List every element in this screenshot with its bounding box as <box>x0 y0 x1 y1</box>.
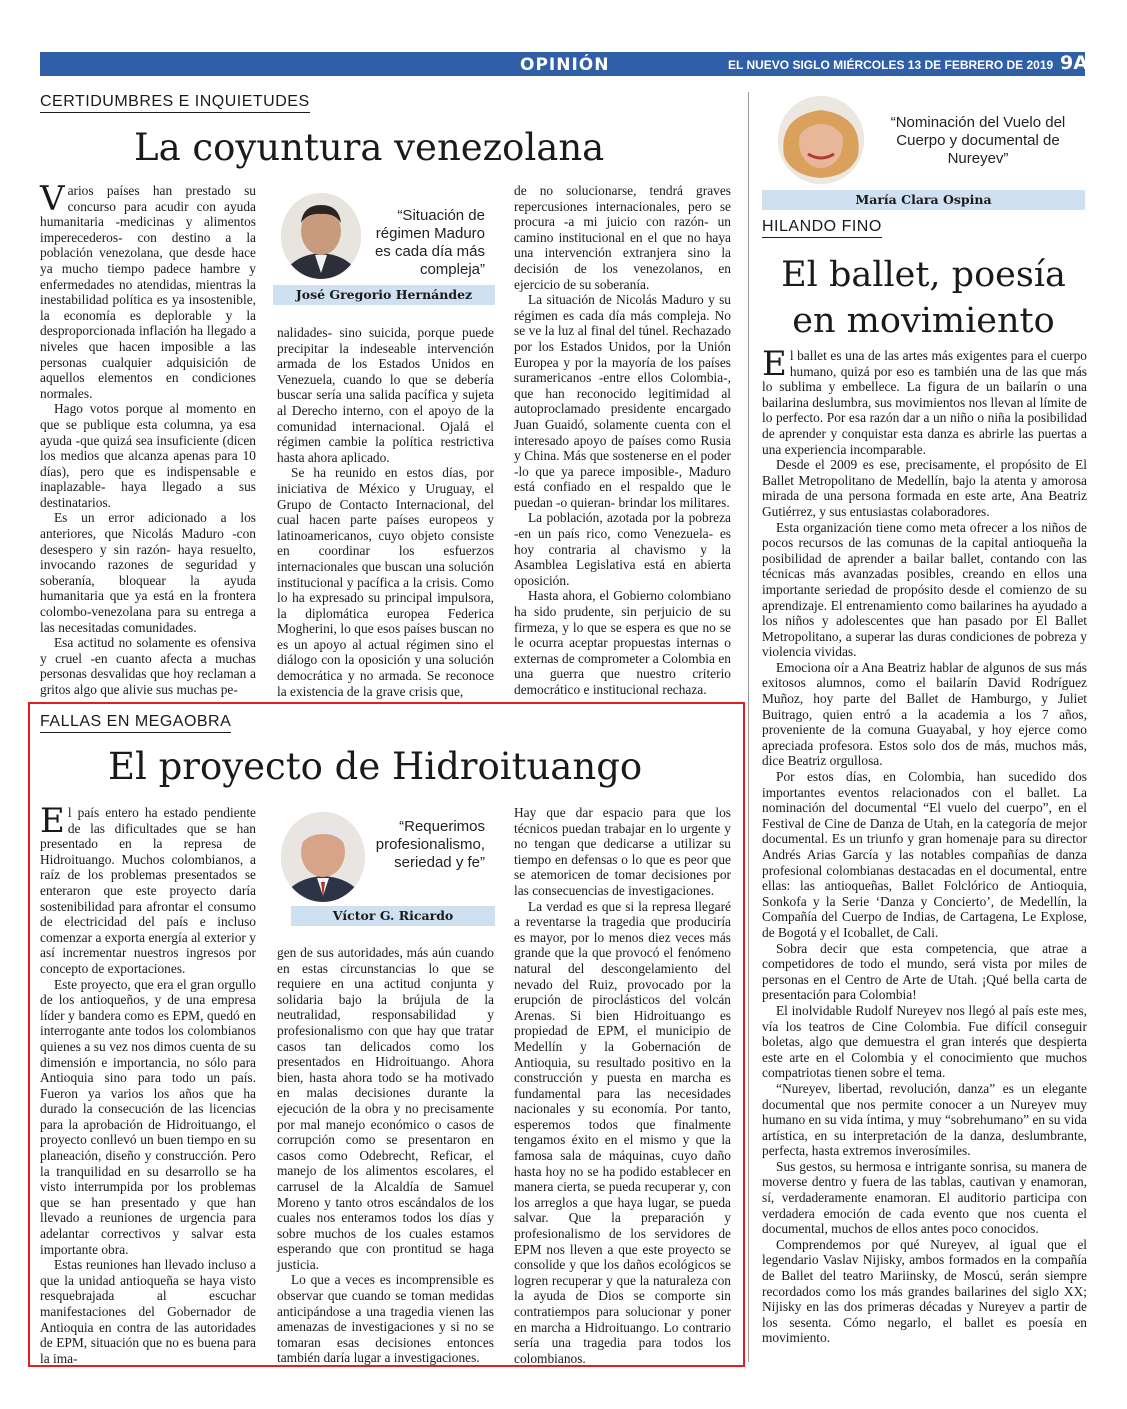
article2-paragraph: Hay que dar espacio para que los técnicos puedan trabajar en lo urgente y no tengan que dedicarse a utilizar su tiempo en defensas o lo que es peor que se atemoricen de tomar decisiones por las consecuencias de investigaciones. <box>514 805 731 898</box>
article1-paragraph: de no solucionarse, tendrá graves repercusiones internacionales, pero se procura -a mi juicio con razón- un camino institucional en el que no haya una intervención extranjera sino la decisión de los venezolanos, en ejercicio de su soberanía. <box>514 183 731 292</box>
article1-column-1 <box>40 179 256 698</box>
article1-author-name: José Gregorio Hernández <box>273 285 495 305</box>
article3-paragraph: Sus gestos, su hermosa e intrigante sonrisa, su manera de moverse dentro y fuera de las tablas, cautivan y enamoran, sí, verdaderamente enamoran. El auditorio participa con verdadera emoción de cada evento que nos cuenta el documental, muchos de ellos antes poco conocidos. <box>762 1158 1087 1237</box>
article1-paragraph: Hasta ahora, el Gobierno colombiano ha sido prudente, sin perjuicio de su firmeza, y lo que se espera es que no se le ocurra aceptar propuestas internas o externas de comprometer a Colombia en una guerra que nuestro criterio democrático e institucional rechaza. <box>514 588 731 697</box>
article3-title-line: El ballet, poesía <box>781 255 1066 295</box>
article1-title: La coyuntura venezolana <box>134 126 605 169</box>
article3-body <box>762 344 1087 1346</box>
author-photo <box>778 96 864 184</box>
article3-paragraph: Esta organización tiene como meta ofrecer a los niños de pocos recursos de las comunas de la capital antioqueña la posibilidad de aprender a bailar ballet, contando con las técnicas más avanzadas posibles, creando en ellos una importante seriedad de propósito desde el comienzo de su aprendizaje. El entrenamiento como bailarines ha ayudado a los niños y adolescentes que han pasado por El Ballet Metropolitano, a superar las duras condiciones de pobreza y violencia vividas. <box>762 519 1087 660</box>
article1-column-2 <box>277 325 494 699</box>
article2-author-name: Víctor G. Ricardo <box>291 906 495 926</box>
article3-author-box <box>762 92 1085 210</box>
article1-paragraph: Es un error adicionado a los anteriores, que Nicolás Maduro -con desespero y sin razón- haya resuelto, invocando razones de seguridad y soberanía, bloquear la ayuda humanitaria que ya está en la frontera colombo-venezolana para su entrega a las necesitadas comunidades. <box>40 510 256 635</box>
article2-paragraph: l país entero ha estado pendiente de las dificultades que se han presentado en la represa de Hidroituango. Muchos colombianos, a raíz de los problemas presentados se enteraron que este proyecto daría sostenibilidad para afrontar el consumo de electricidad del país e incluso comenzar a exporta energía al exterior y así incrementar nuestros ingresos por concepto de exportaciones. <box>40 805 256 976</box>
article3-paragraph: Por estos días, en Colombia, han sucedido dos importantes eventos relacionados con el ballet. La nominación del documental “El vuelo del cuerpo”, en el Festival de Cine de Danza de Utah, en la categoría de mejor documental. Es un triunfo y gran homenaje para su director Andrés Arias García y las notables compañías de danza profesional colombianas destacadas en el documental, entre ellas: las antioqueñas, Ballet Folclórico de Antioquia, Sonkofa y la Serie ‘Danza y Concierto’, de Medellín, la Compañía del Cuerpo de Indias, de Cartagena, Le Explose, de Bogotá y el Icoballet, de Cali. <box>762 769 1087 940</box>
article2-column-3 <box>514 805 731 1366</box>
section-name: OPINIÓN <box>520 55 610 75</box>
masthead-date: EL NUEVO SIGLO MIÉRCOLES 13 DE FEBRERO DE 2019 <box>728 58 1054 72</box>
article2-kicker: FALLAS EN MEGAOBRA <box>40 713 231 733</box>
article3-title <box>762 252 1085 344</box>
article2-column-2 <box>277 945 494 1366</box>
article3-paragraph: El inolvidable Rudolf Nureyev nos llegó al país este mes, vía los teatros de Cine Colombia. Fue difícil conseguir boletas, algo que demuestra el gran interés que despierta este arte en el Colombia y el conocimiento que muchos compatriotas tienen sobre el tema. <box>762 1002 1087 1081</box>
article3-paragraph: Desde el 2009 es ese, precisamente, el propósito de El Ballet Metropolitano de Medellín, bajo la atenta y amorosa mirada de una persona formada en este arte, Ana Beatriz Gutiérrez, y sus entusiastas colaboradores. <box>762 457 1087 519</box>
article2-author-box <box>273 806 495 928</box>
article1-column-3 <box>514 183 731 698</box>
article3-paragraph: l ballet es una de las artes más exigentes para el cuerpo humano, quizá por eso es también una de las que más lo sublima y embellece. La figura de un bailarín o una bailarina deslumbra, sus movimientos nos llevan al límite de lo perfecto. Por esa razón dar a un niño o niña la posibilidad de aprender y conquistar esta danza es abrirle las puertas a una experiencia incomparable. <box>762 348 1087 457</box>
article2-paragraph: La verdad es que si la represa llegaré a reventarse la tragedia que produciría es mayor, por lo menos diez veces más grande que la que provocó el fenómeno natural del descongelamiento del nevado del Ruiz, provocado por la erupción de piroclásticos del volcán Arenas. Si bien Hidroituango es propiedad de EPM, el municipio de Medellín y la Gobernación de Antioquia, su resultado positivo en la construcción y puesta en marcha es fundamental para las necesidades nacionales y su economía. Por tanto, esperemos todos que finalmente tengamos éxito en el mismo y que la famosa sala de máquinas, cuyo daño hasta hoy no se ha podido establecer en manera cierta, se pueda recuperar y, con los arreglos a que haya lugar, se pueda salvar. Que la preparación y profesionalismo de los servidores de EPM nos lleven a que este proyecto se consolide y que los daños ecológicos se logren recuperar y que la naturaleza con la ayuda de Dios se comporte sin contratiempos para solucionar y poner en marcha a Hidroituango. Lo contrario sería una tragedia para todos los colombianos. <box>514 898 731 1366</box>
article2-paragraph: Este proyecto, que era el gran orgullo de los antioqueños, y de una empresa líder y bandera como es EPM, quedó en interrogante ante todos los colombianos quienes a su vez nos dimos cuenta de su dimensión e importancia, no sólo para Antioquia sino para todo un país. Fueron ya varios los años que ha durado la consecución de las licencias para la aprobación de Hidroituango, el proyecto conllevó un buen tiempo en su planeación, diseño y construcción. Pero la tranquilidad en su desarrollo se ha visto interrumpida por los problemas que se han presentado y que han llevado a reuniones de urgencia para adelantar correctivos y salvar esta importante obra. <box>40 976 256 1257</box>
article3-paragraph: Emociona oír a Ana Beatriz hablar de algunos de sus más exitosos alumnos, como el bailarín David Rodríguez Muñoz, hoy parte del Ballet de Hamburgo, y Juliet Buitrago, quien entró a la academia a los 7 años, proveniente de la comuna Guayabal, y hoy ejerce como apreciada profesora. Estos solo dos de más, muchos más, dice Beatriz orgullosa. <box>762 659 1087 769</box>
article2-paragraph: Estas reuniones han llevado incluso a que la unidad antioqueña se haya visto resquebrajada al escuchar manifestaciones del Gobernador de Antioquia en contra de las autoridades de EPM, situación que no es buena para la ima- <box>40 1257 256 1366</box>
article1-paragraph: La población, azotada por la pobreza -en un país rico, como Venezuela- es hoy contraria al chavismo y la Asamblea Legislativa está en abierta oposición. <box>514 510 731 588</box>
article1-pull-quote: “Situación de régimen Maduro es cada día más compleja” <box>374 207 485 278</box>
author-photo <box>281 812 365 902</box>
article2-pull-quote: “Requerimos profesionalismo, seriedad y fe” <box>375 818 485 871</box>
article1-paragraph: arios países han prestado su concurso para acudir con ayuda humanitaria -medicinas y alimentos imperecederos- con destino a la población venezolana, que desde hace ya mucho tiempo padece hambre y enfermedades no atendidas, mientras la inestabilidad política es ya insostenible, la economía es deplorable y la desproporcionada inflación ha llegado a niveles que hacen imposible a las personas cualquier adquisición de aquellos elementos en condiciones normales. <box>40 183 256 401</box>
article2-paragraph: gen de sus autoridades, más aún cuando en estas circunstancias lo que se requiere en una actitud conjunta y solidaria bajo la brújula de la neutralidad, responsabilidad y profesionalismo con que hay que tratar casos tan delicados como los presentados en Hidroituango. Ahora bien, hasta ahora todo se ha motivado en malas decisiones durante la ejecución de la obra y no precisamente por mal manejo económico o casos de corrupción como se presentaron en casos como Odebrecht, Reficar, el manejo de los alimentos escolares, el carrusel de la Alcaldía de Samuel Moreno y tanto otros escándalos de los cuales nos enteramos todos los días y sobre muchos de los cuales estamos esperando que con prontitud se haga justicia. <box>277 945 494 1272</box>
article3-paragraph: Sobra decir que esta competencia, que atrae a competidores de todo el mundo, será vista por miles de personas en el Centro de Arte de Utah. ¡Qué bella carta de presentación para Colombia! <box>762 940 1087 1003</box>
drop-cap: E <box>40 801 65 841</box>
article1-author-box <box>273 189 495 307</box>
article2-column-1 <box>40 801 256 1366</box>
article1-paragraph: La situación de Nicolás Maduro y su régimen es cada día más compleja. No se ve la luz al final del túnel. Rechazado por los Estados Unidos, por la Unión Europea y por la mayoría de los países suramericanos -entre ellos Colombia-, que han reconocido legitimidad al autoproclamado presidente encargado Juan Guaidó, solamente cuenta con el interesado apoyo de países como Rusia y China. Más que sostenerse en el poder -lo que ya parece imposible-, Maduro está confiado en el respaldo que le puedan -o quieran- brindar los militares. <box>514 292 731 510</box>
article3-title-line: en movimiento <box>792 301 1055 341</box>
article2-paragraph: Lo que a veces es incomprensible es observar que cuando se toman medidas anticipándose a una tragedia vienen las amenazas de investigaciones y si no se tomaran esas decisiones entonces también daría lugar a investigaciones. <box>277 1272 494 1366</box>
drop-cap: V <box>40 179 65 219</box>
article1-paragraph: nalidades- sino suicida, porque puede precipitar la indeseable intervención armada de los Estados Unidos en Venezuela, cuando lo que se debería buscar sería una salida pacífica y sujeta al Derecho interno, con el apoyo de la comunidad internacional. Ojalá el régimen cambie la política restrictiva hasta ahora aplicado. <box>277 325 494 465</box>
article1-paragraph: Se ha reunido en estos días, por iniciativa de México y Uruguay, el Grupo de Contacto Internacional, del cual hacen parte países europeos y latinoamericanos, cuyo objeto consiste en coordinar los esfuerzos internacionales que buscan una solución institucional y pacífica a la crisis. Como lo ha expresado su principal impulsora, la diplomática europea Federica Mogherini, lo que esos países buscan no es un apoyo al actual régimen sino el diálogo con la oposición y una solución democrática y no armada. Se reconoce la existencia de la grave crisis que, <box>277 465 494 699</box>
article3-pull-quote: “Nominación del Vuelo del Cuerpo y documental de Nureyev” <box>890 114 1066 167</box>
column-separator <box>748 92 749 1362</box>
article3-kicker: HILANDO FINO <box>762 218 882 238</box>
page-number: 9A <box>1060 52 1088 74</box>
article2-title: El proyecto de Hidroituango <box>108 745 643 788</box>
article3-paragraph: Comprendemos por qué Nureyev, al igual que el legendario Vaslav Nijisky, ambos formados en la compañía de Ballet del teatro Mariinsky, de Moscú, serán siempre recordados como los más grandes bailarines del siglo XX; Nijisky en las dos primeras décadas y Nureyev a partir de los sesenta. Cómo negarlo, el ballet es poesía en movimiento. <box>762 1236 1087 1346</box>
article3-author-name: María Clara Ospina <box>762 190 1085 210</box>
article1-paragraph: Esa actitud no solamente es ofensiva y cruel -en cuanto afecta a muchas personas desvalidas que hoy reclaman a gritos algo que alivie sus muchas pe- <box>40 635 256 697</box>
article1-kicker: CERTIDUMBRES E INQUIETUDES <box>40 93 310 113</box>
author-photo <box>281 193 361 279</box>
article3-paragraph: “Nureyev, libertad, revolución, danza” es un elegante documental que nos permite conocer a un Nureyev muy humano en su vida íntima, y muy “sobrehumano” en su vida artística, en su interpretación de la danza, deslumbrante, perfecta, hasta extremos inverosímiles. <box>762 1080 1087 1159</box>
article1-paragraph: Hago votos porque al momento en que se publique esta columna, ya esa ayuda -que quizá sea insuficiente (dicen los medios que alcanza apenas para 10 días), pero que es indispensable e inaplazable- haya llegado a sus destinatarios. <box>40 401 256 510</box>
drop-cap: E <box>762 344 787 384</box>
